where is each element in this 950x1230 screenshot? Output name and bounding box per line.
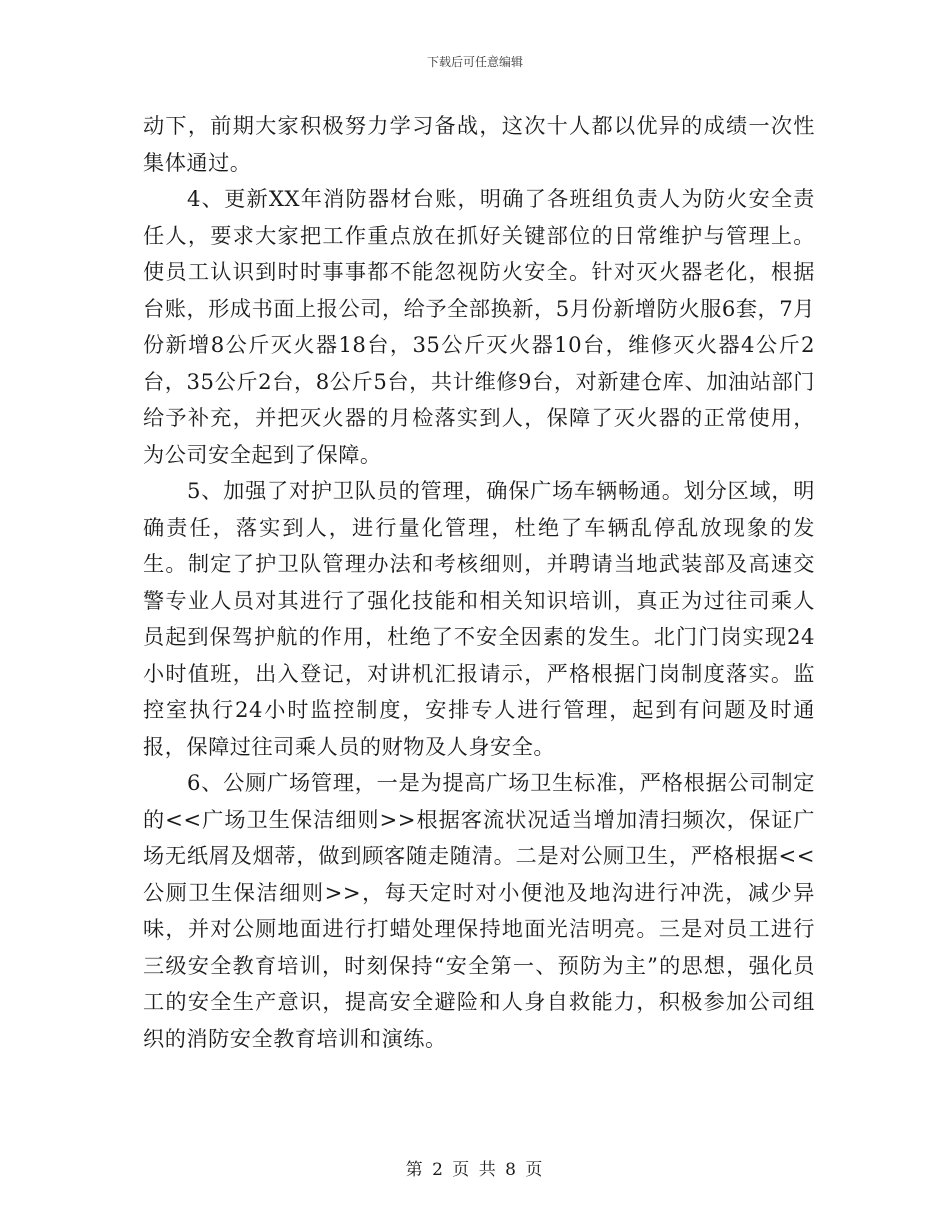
paragraph-continuation: 动下，前期大家积极努力学习备战，这次十人都以优异的成绩一次性集体通过。 [143, 113, 815, 175]
document-body [143, 108, 815, 1057]
paragraph-item-6: 6、公厕广场管理，一是为提高广场卫生标准，严格根据公司制定的<<广场卫生保洁细则>>根据客流状况适当增加清扫频次，保证广场无纸屑及烟蒂，做到顾客随走随清。二是对公厕卫生，严格根据<<公厕卫生保洁细则>>，每天定时对小便池及地沟进行冲洗，减少异味，并对公厕地面进行打蜡处理保持地面光洁明亮。三是对员工进行三级安全教育培训，时刻保持“安全第一、预防为主”的思想，强化员工的安全生产意识，提高安全避险和人身自救能力，积极参加公司组织的消防安全教育培训和演练。 [143, 770, 815, 1051]
page-number: 第 2 页 共 8 页 [405, 1160, 545, 1180]
page-header: 下载后可任意编辑 [426, 55, 523, 69]
paragraph-item-5: 5、加强了对护卫队员的管理，确保广场车辆畅通。划分区域，明确责任，落实到人，进行量化管理，杜绝了车辆乱停乱放现象的发生。制定了护卫队管理办法和考核细则，并聘请当地武装部及高速交警专业人员对其进行了强化技能和相关知识培训，真正为过往司乘人员起到保驾护航的作用，杜绝了不安全因素的发生。北门门岗实现24小时值班，出入登记，对讲机汇报请示，严格根据门岗制度落实。监控室执行24小时监控制度，安排专人进行管理，起到有问题及时通报，保障过往司乘人员的财物及人身安全。 [143, 478, 815, 759]
paragraph-item-4: 4、更新XX年消防器材台账，明确了各班组负责人为防火安全责任人，要求大家把工作重点放在抓好关键部位的日常维护与管理上。使员工认识到时时事事都不能忽视防火安全。针对灭火器老化，根据台账，形成书面上报公司，给予全部换新，5月份新增防火服6套，7月份新增8公斤灭火器18台，35公斤灭火器10台，维修灭火器4公斤2台，35公斤2台，8公斤5台，共计维修9台，对新建仓库、加油站部门给予补充，并把灭火器的月检落实到人，保障了灭火器的正常使用，为公司安全起到了保障。 [143, 186, 815, 467]
